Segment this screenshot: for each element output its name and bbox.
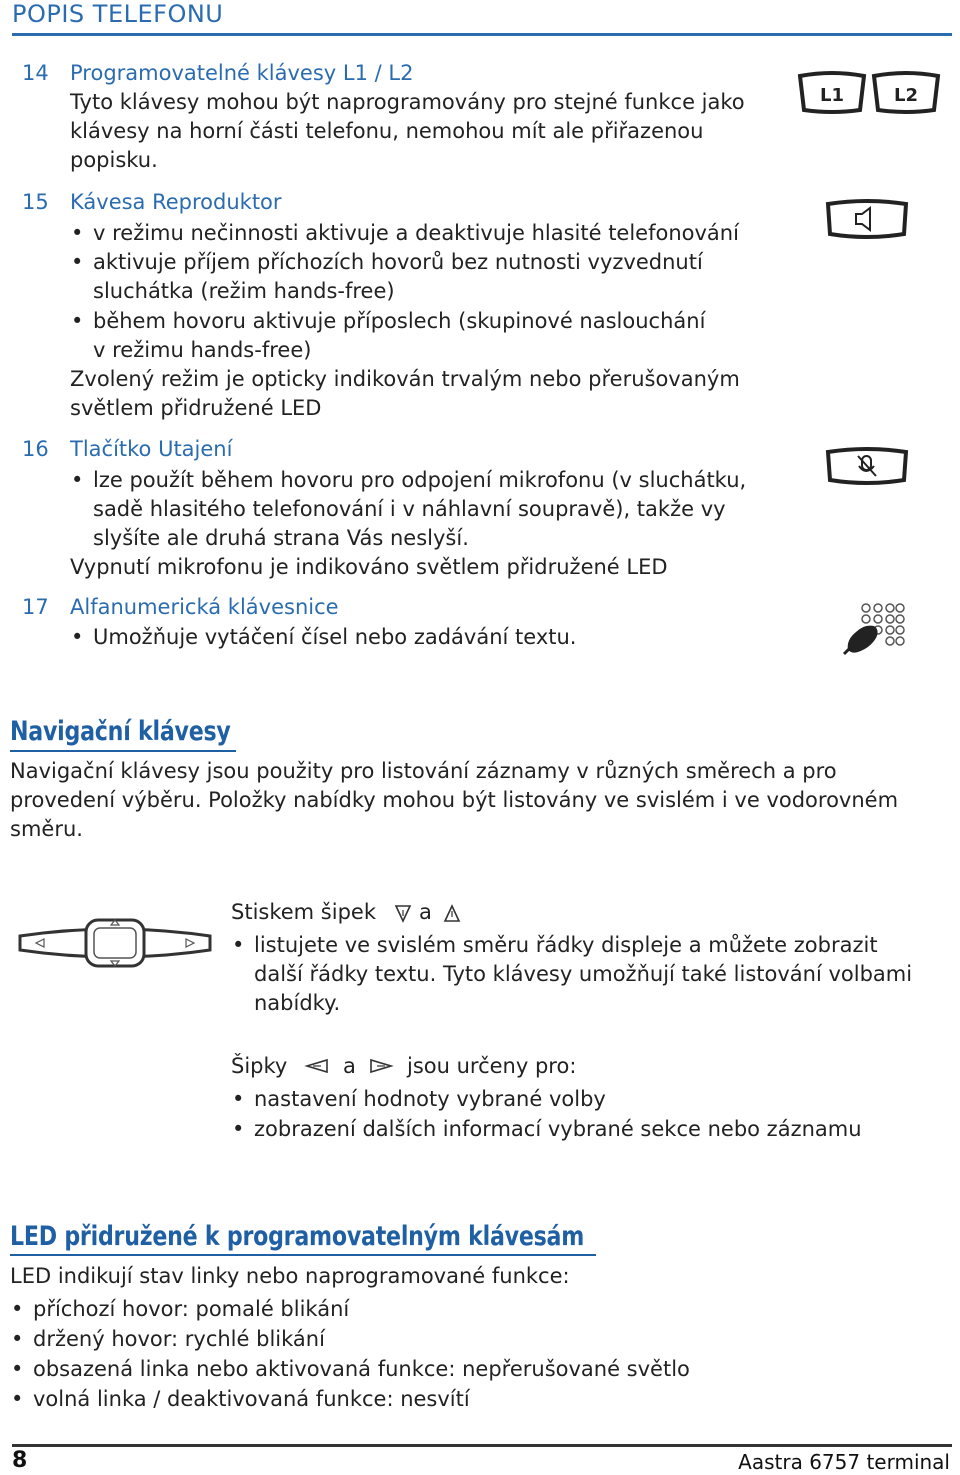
item-17-number: 17: [22, 595, 49, 619]
nav-bullet-1: • listujete ve svislém směru řádky displeje a můžete zobrazit: [254, 931, 878, 960]
nav-para-line-2: provedení výběru. Položky nabídky mohou být listovány ve svislém i ve vodorovném: [10, 788, 899, 812]
navigation-key-icon: [16, 914, 214, 972]
item-14-number: 14: [22, 61, 49, 85]
led-bullet-4: • volná linka / deaktivovaná funkce: nesvítí: [33, 1385, 470, 1414]
item-14-line-1: Tyto klávesy mohou být naprogramovány pro stejné funkce jako: [70, 90, 745, 114]
nav-bullet-3: • zobrazení dalších informací vybrané sekce nebo záznamu: [254, 1115, 862, 1144]
l1-key-label: L1: [820, 85, 844, 106]
nav-press-and: a: [419, 900, 432, 924]
item-14-title: Programovatelné klávesy L1 / L2: [70, 61, 414, 85]
nav-heading-underline: [10, 750, 236, 752]
item-16-title: Tlačítko Utajení: [70, 437, 233, 461]
nav-press-prefix: Stiskem šipek: [231, 900, 376, 924]
mute-icon: [824, 446, 910, 486]
item-16-bullet-1: • lze použít během hovoru pro odpojení mikrofonu (v sluchátku,: [93, 466, 746, 495]
led-heading-underline: [10, 1254, 596, 1256]
header-rule: [12, 33, 952, 36]
item-15-line-1: Zvolený režim je opticky indikován trvalým nebo přerušovaným: [70, 367, 740, 391]
page-header-title: POPIS TELEFONU: [12, 0, 224, 28]
footer-rule: [12, 1444, 952, 1447]
item-14-line-3: popisku.: [70, 148, 158, 172]
item-14-line-2: klávesy na horní části telefonu, nemohou mít ale přiřazenou: [70, 119, 704, 143]
item-17-bullet-1: • Umožňuje vytáčení čísel nebo zadávání textu.: [93, 623, 576, 652]
item-15-bullet-2: • aktivuje příjem příchozích hovorů bez nutnosti vyzvednutí: [93, 248, 703, 277]
arrow-down-icon: [394, 902, 412, 924]
item-16-bullet-1-cont-a: sadě hlasitého telefonování i v náhlavní soupravě), takže vy: [93, 497, 726, 521]
item-15-title: Kávesa Reproduktor: [70, 190, 282, 214]
nav-bullet-1-cont-a: další řádky textu. Tyto klávesy umožňují také listování volbami: [254, 962, 913, 986]
led-intro: LED indikují stav linky nebo naprogramované funkce:: [10, 1264, 570, 1288]
nav-bullet-1-cont-b: nabídky.: [254, 991, 341, 1015]
nav-para-line-3: směru.: [10, 817, 83, 841]
item-15-bullet-2-cont: sluchátka (režim hands-free): [93, 279, 395, 303]
nav-bullet-2: • nastavení hodnoty vybrané volby: [254, 1085, 606, 1114]
item-15-bullet-3: • během hovoru aktivuje příposlech (skupinové naslouchání: [93, 307, 705, 336]
item-16-bullet-1-cont-b: slyšíte ale druhá strana Vás neslyší.: [93, 526, 469, 550]
nav-arrows-prefix: Šipky: [231, 1054, 288, 1078]
item-15-line-2: světlem přidružené LED: [70, 396, 322, 420]
item-15-number: 15: [22, 190, 49, 214]
nav-arrows-and: a: [343, 1054, 356, 1078]
l2-key-label: L2: [894, 85, 918, 106]
nav-para-line-1: Navigační klávesy jsou použity pro listování záznamy v různých směrech a pro: [10, 759, 837, 783]
page-number: 8: [12, 1448, 28, 1473]
led-section-heading: LED přidružené k programovatelným klávesám: [10, 1221, 585, 1252]
arrow-right-icon: [367, 1057, 395, 1075]
item-16-number: 16: [22, 437, 49, 461]
item-15-bullet-3-cont: v režimu hands-free): [93, 338, 312, 362]
speaker-icon: [824, 198, 910, 240]
programmable-keys-icon: [796, 70, 942, 116]
nav-arrows-suffix: jsou určeny pro:: [407, 1054, 577, 1078]
led-bullet-3: • obsazená linka nebo aktivovaná funkce: nepřerušované světlo: [33, 1355, 690, 1384]
led-bullet-2: • držený hovor: rychlé blikání: [33, 1325, 325, 1354]
footer-product: Aastra 6757 terminal: [738, 1450, 950, 1474]
arrow-left-icon: [303, 1057, 331, 1075]
led-bullet-1: • příchozí hovor: pomalé blikání: [33, 1295, 349, 1324]
arrow-up-icon: [443, 902, 461, 924]
item-17-title: Alfanumerická klávesnice: [70, 595, 339, 619]
item-16-line-1: Vypnutí mikrofonu je indikováno světlem přidružené LED: [70, 555, 668, 579]
item-15-bullet-1: • v režimu nečinnosti aktivuje a deaktivuje hlasité telefonování: [93, 219, 739, 248]
keypad-icon: [842, 602, 906, 656]
nav-section-heading: Navigační klávesy: [10, 716, 231, 747]
